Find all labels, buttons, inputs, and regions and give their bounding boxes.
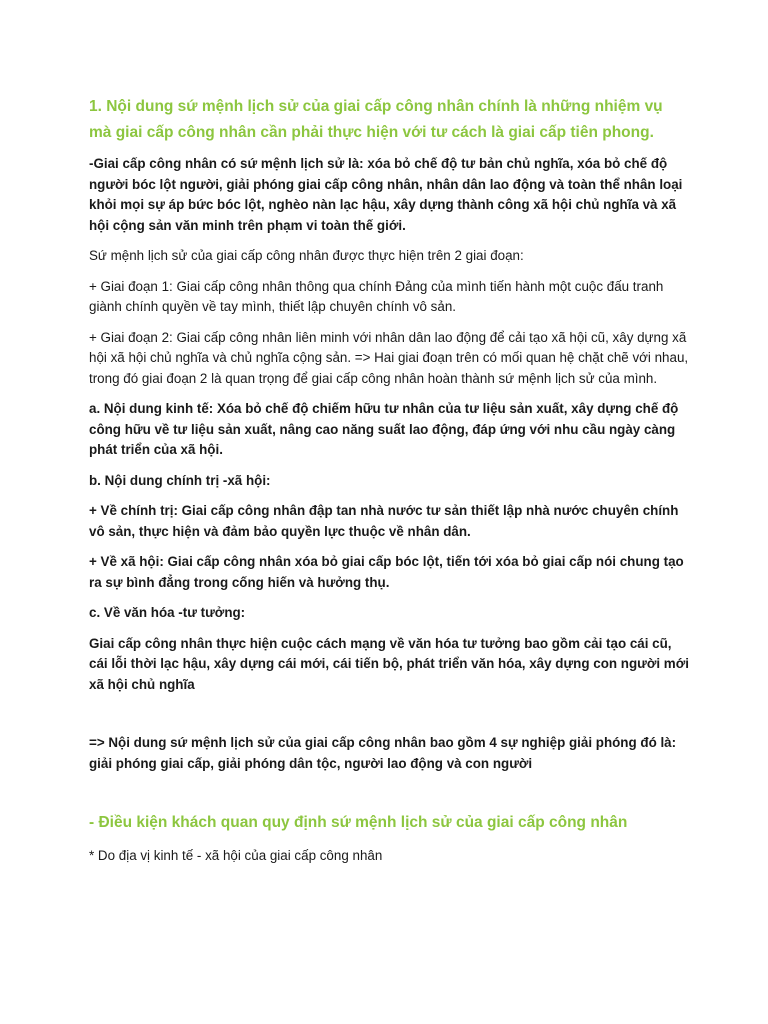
paragraph-stage-2: + Giai đoạn 2: Giai cấp công nhân liên minh với nhân dân lao động để cải tạo xã hội cũ, xây dựng xã hội xã hội chủ nghĩa và chủ nghĩa cộng sản. => Hai giai đoạn trên có mối quan hệ chặt chẽ với nhau, trong đó giai đoạn 2 là quan trọng để giai cấp công nhân hoàn thành sứ mệnh lịch sử của mình.	[89, 329, 689, 386]
paragraph-political: + Về chính trị: Giai cấp công nhân đập tan nhà nước tư sản thiết lập nhà nước chuyên chính vô sản, thực hiện và đảm bảo quyền lực thuộc về nhân dân.	[89, 503, 679, 539]
section-heading-objective-conditions: - Điều kiện khách quan quy định sứ mệnh lịch sử của giai cấp công nhân	[89, 814, 628, 831]
paragraph-economic-status: * Do địa vị kinh tế - xã hội của giai cấp công nhân	[89, 848, 383, 863]
paragraph-conclusion: => Nội dung sứ mệnh lịch sử của giai cấp công nhân bao gồm 4 sự nghiệp giải phóng đó là: giải phóng giai cấp, giải phóng dân tộc, người lao động và con người	[89, 735, 677, 771]
document-page	[89, 94, 689, 877]
paragraph-culture: Giai cấp công nhân thực hiện cuộc cách mạng về văn hóa tư tưởng bao gồm cải tạo cái cũ, cái lỗi thời lạc hậu, xây dựng cái mới, cái tiến bộ, phát triển văn hóa, xây dựng con người mới xã hội chủ nghĩa	[89, 635, 689, 692]
paragraph-social: + Về xã hội: Giai cấp công nhân xóa bỏ giai cấp bóc lột, tiến tới xóa bỏ giai cấp nói chung tạo ra sự bình đẳng trong cống hiến và hưởng thụ.	[89, 554, 684, 590]
paragraph-stages: Sứ mệnh lịch sử của giai cấp công nhân được thực hiện trên 2 giai đoạn:	[89, 248, 524, 263]
paragraph-economic-content: a. Nội dung kinh tế: Xóa bỏ chế độ chiếm hữu tư nhân của tư liệu sản xuất, xây dựng chế độ công hữu về tư liệu sản xuất, nâng cao năng suất lao động, đáp ứng với nhu cầu ngày càng phát triển của xã hội.	[89, 401, 679, 457]
section-heading-mission-content: 1. Nội dung sứ mệnh lịch sử của giai cấp công nhân chính là những nhiệm vụ mà giai cấp công nhân cần phải thực hiện với tư cách là giai cấp tiên phong.	[89, 98, 663, 141]
paragraph-culture-title: c. Về văn hóa -tư tưởng:	[89, 605, 246, 620]
paragraph-political-title: b. Nội dung chính trị -xã hội:	[89, 472, 271, 488]
paragraph-stage-1: + Giai đoạn 1: Giai cấp công nhân thông qua chính Đảng của mình tiến hành một cuộc đấu tranh giành chính quyền về tay mình, thiết lập chuyên chính vô sản.	[89, 278, 664, 314]
paragraph-mission-intro: -Giai cấp công nhân có sứ mệnh lịch sử là: xóa bỏ chế độ tư bản chủ nghĩa, xóa bỏ chế độ người bóc lột người, giải phóng giai cấp công nhân, nhân dân lao động và toàn thể nhân loại khỏi mọi sự áp bức bóc lột, nghèo nàn lạc hậu, xây dựng thành công xã hội chủ nghĩa và xã hội cộng sản văn minh trên phạm vi toàn thế giới.	[89, 156, 683, 233]
